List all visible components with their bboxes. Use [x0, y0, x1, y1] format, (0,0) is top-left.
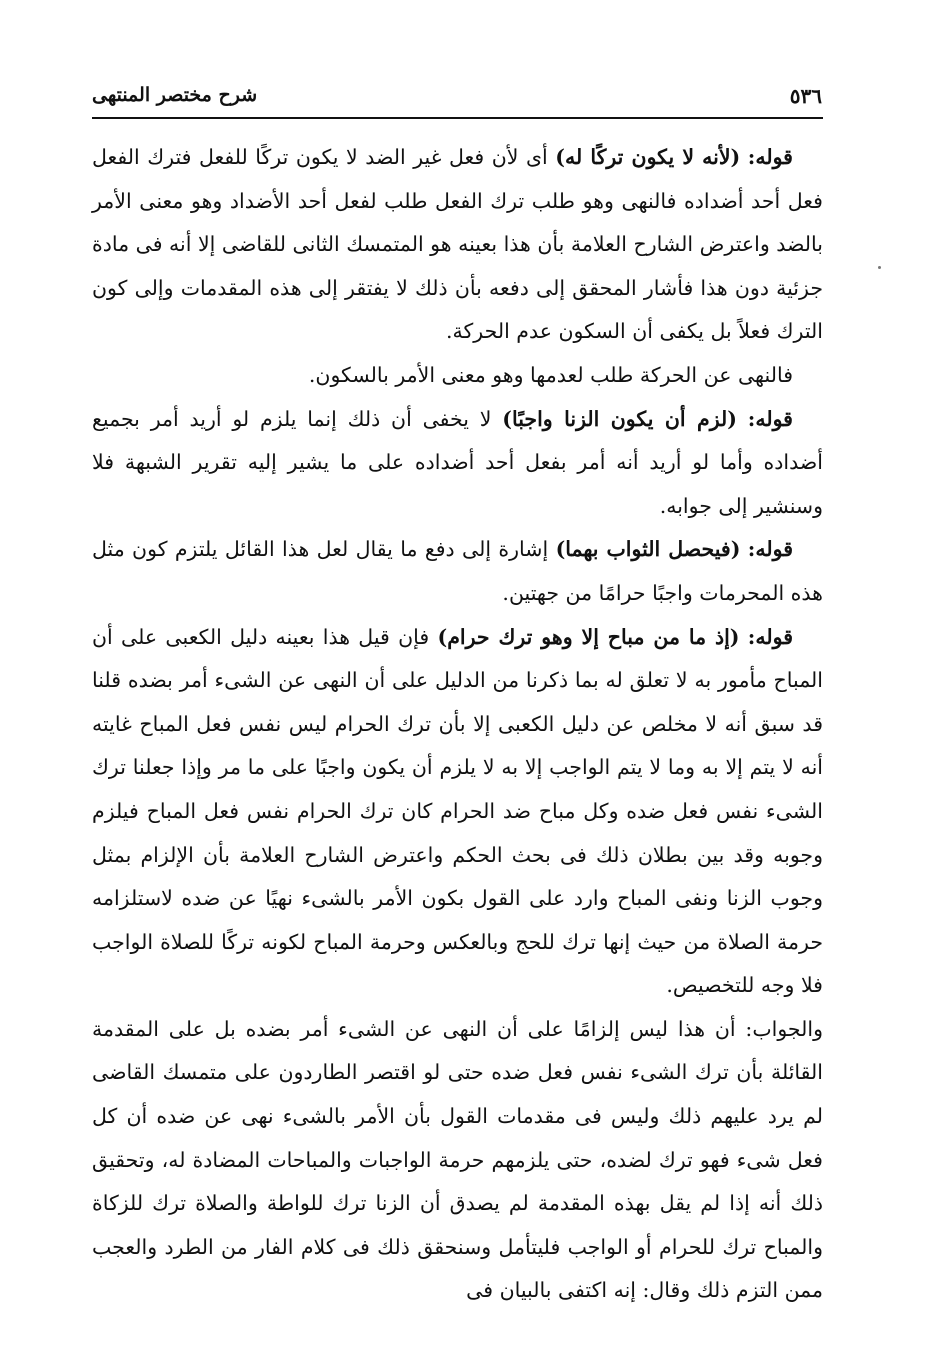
paragraph-lead: قوله: — [747, 406, 793, 431]
paragraph — [92, 528, 823, 615]
paragraph — [92, 354, 823, 398]
paragraph — [92, 1008, 823, 1313]
paragraph-text: فالنهى عن الحركة طلب لعدمها وهو معنى الأمر بالسكون. — [308, 362, 793, 387]
paragraph-text: إشارة إلى دفع ما يقال لعل هذا القائل يلتزم كون مثل هذه المحرمات واجبًا حرامًا من جهتين. — [92, 537, 823, 605]
page-header — [92, 84, 822, 118]
paragraph-text: والجواب: أن هذا ليس إلزامًا على أن النهى عن الشىء أمر بضده بل على المقدمة القائلة بأن ترك الشىء نفس فعل ضده حتى لو اقتصر الطاردون على متمسك القاضى لم يرد عليهم ذلك وليس فى مقدمات القول بأن الأمر بالشىء نهى عن ضده أن كل فعل شىء فهو ترك لضده، حتى يلزمهم حرمة الواجبات والمباحات المضادة له، وتحقيق ذلك أنه إذا لم يقل بهذه المقدمة لم يصدق أن الزنا ترك للواطة والصلاة ترك للزكاة والمباح ترك للحرام أو الواجب فليتأمل وسنحقق ذلك فى كلام الفار من الطرد والعجب ممن التزم ذلك وقال: إنه اكتفى بالبيان فى — [92, 1016, 823, 1303]
quoted-phrase: (لأنه لا يكون تركًا له) — [555, 145, 741, 169]
body-text — [92, 136, 823, 1313]
running-title: شرح مختصر المنتهى — [92, 84, 258, 106]
paragraph — [92, 616, 823, 1008]
paragraph — [92, 136, 823, 354]
paragraph-text: لا يخفى أن ذلك إنما يلزم لو أريد أمر بجميع أضداده وأما لو أريد أنه أمر بفعل أحد أضداده على ما يشير إليه تقرير الشبهة فلا وسنشير إلى جوابه. — [92, 406, 823, 518]
paragraph-text: فإن قيل هذا بعينه دليل الكعبى على أن المباح مأمور به لا تعلق له بما ذكرنا من الدليل على أن النهى عن الشىء أمر بضده قلنا قد سبق أنه لا مخلص عن دليل الكعبى إلا بأن ترك الحرام ليس نفس فعل المباح غايته أنه لا يتم إلا به وما لا يتم الواجب إلا به لا يلزم أن يكون واجبًا على ما مر وإذا جعلنا ترك الشىء نفس فعل ضده وكل مباح ضد الحرام كان ترك الحرام نفس فعل المباح فيلزم وجوبه وقد بين بطلان ذلك فى بحث الحكم واعترض الشارح العلامة بأن الإلزام بمثل وجوب الزنا ونفى المباح وارد على القول بكون الأمر بالشىء نهيًا عن ضده لاستلزامه حرمة الصلاة من حيث إنها ترك للحج وبالعكس وحرمة المباح لكونه تركًا للصلاة الواجب فلا وجه للتخصيص. — [92, 624, 823, 998]
quoted-phrase: (فيحصل الثواب بهما) — [555, 537, 741, 562]
paragraph-text: أى لأن فعل غير الضد لا يكون تركًا للفعل فترك الفعل فعل أحد أضداده فالنهى وهو طلب ترك الفعل طلب لفعل أحد الأضداد وهو معنى الأمر بالضد واعترض الشارح العلامة بأن هذا بعينه هو المتمسك الثانى للقاضى إلا أنه فى مادة جزئية دون هذا فأشار المحقق إلى دفعه بأن ذلك لا يفتقر إلى هذه المقدمات وإلى كون الترك فعلاً بل يكفى أن السكون عدم الحركة. — [92, 145, 823, 344]
paragraph-lead: قوله: — [747, 624, 793, 649]
paragraph — [92, 398, 823, 529]
header-rule — [92, 117, 823, 119]
paragraph-lead: قوله: — [747, 145, 793, 169]
paragraph-lead: قوله: — [747, 537, 793, 562]
quoted-phrase: (إذ ما من مباح إلا وهو ترك حرام) — [437, 624, 740, 649]
quoted-phrase: (لزم أن يكون الزنا واجبًا) — [502, 406, 737, 431]
margin-mark — [878, 266, 881, 269]
page-number: ٥٣٦ — [789, 84, 822, 108]
